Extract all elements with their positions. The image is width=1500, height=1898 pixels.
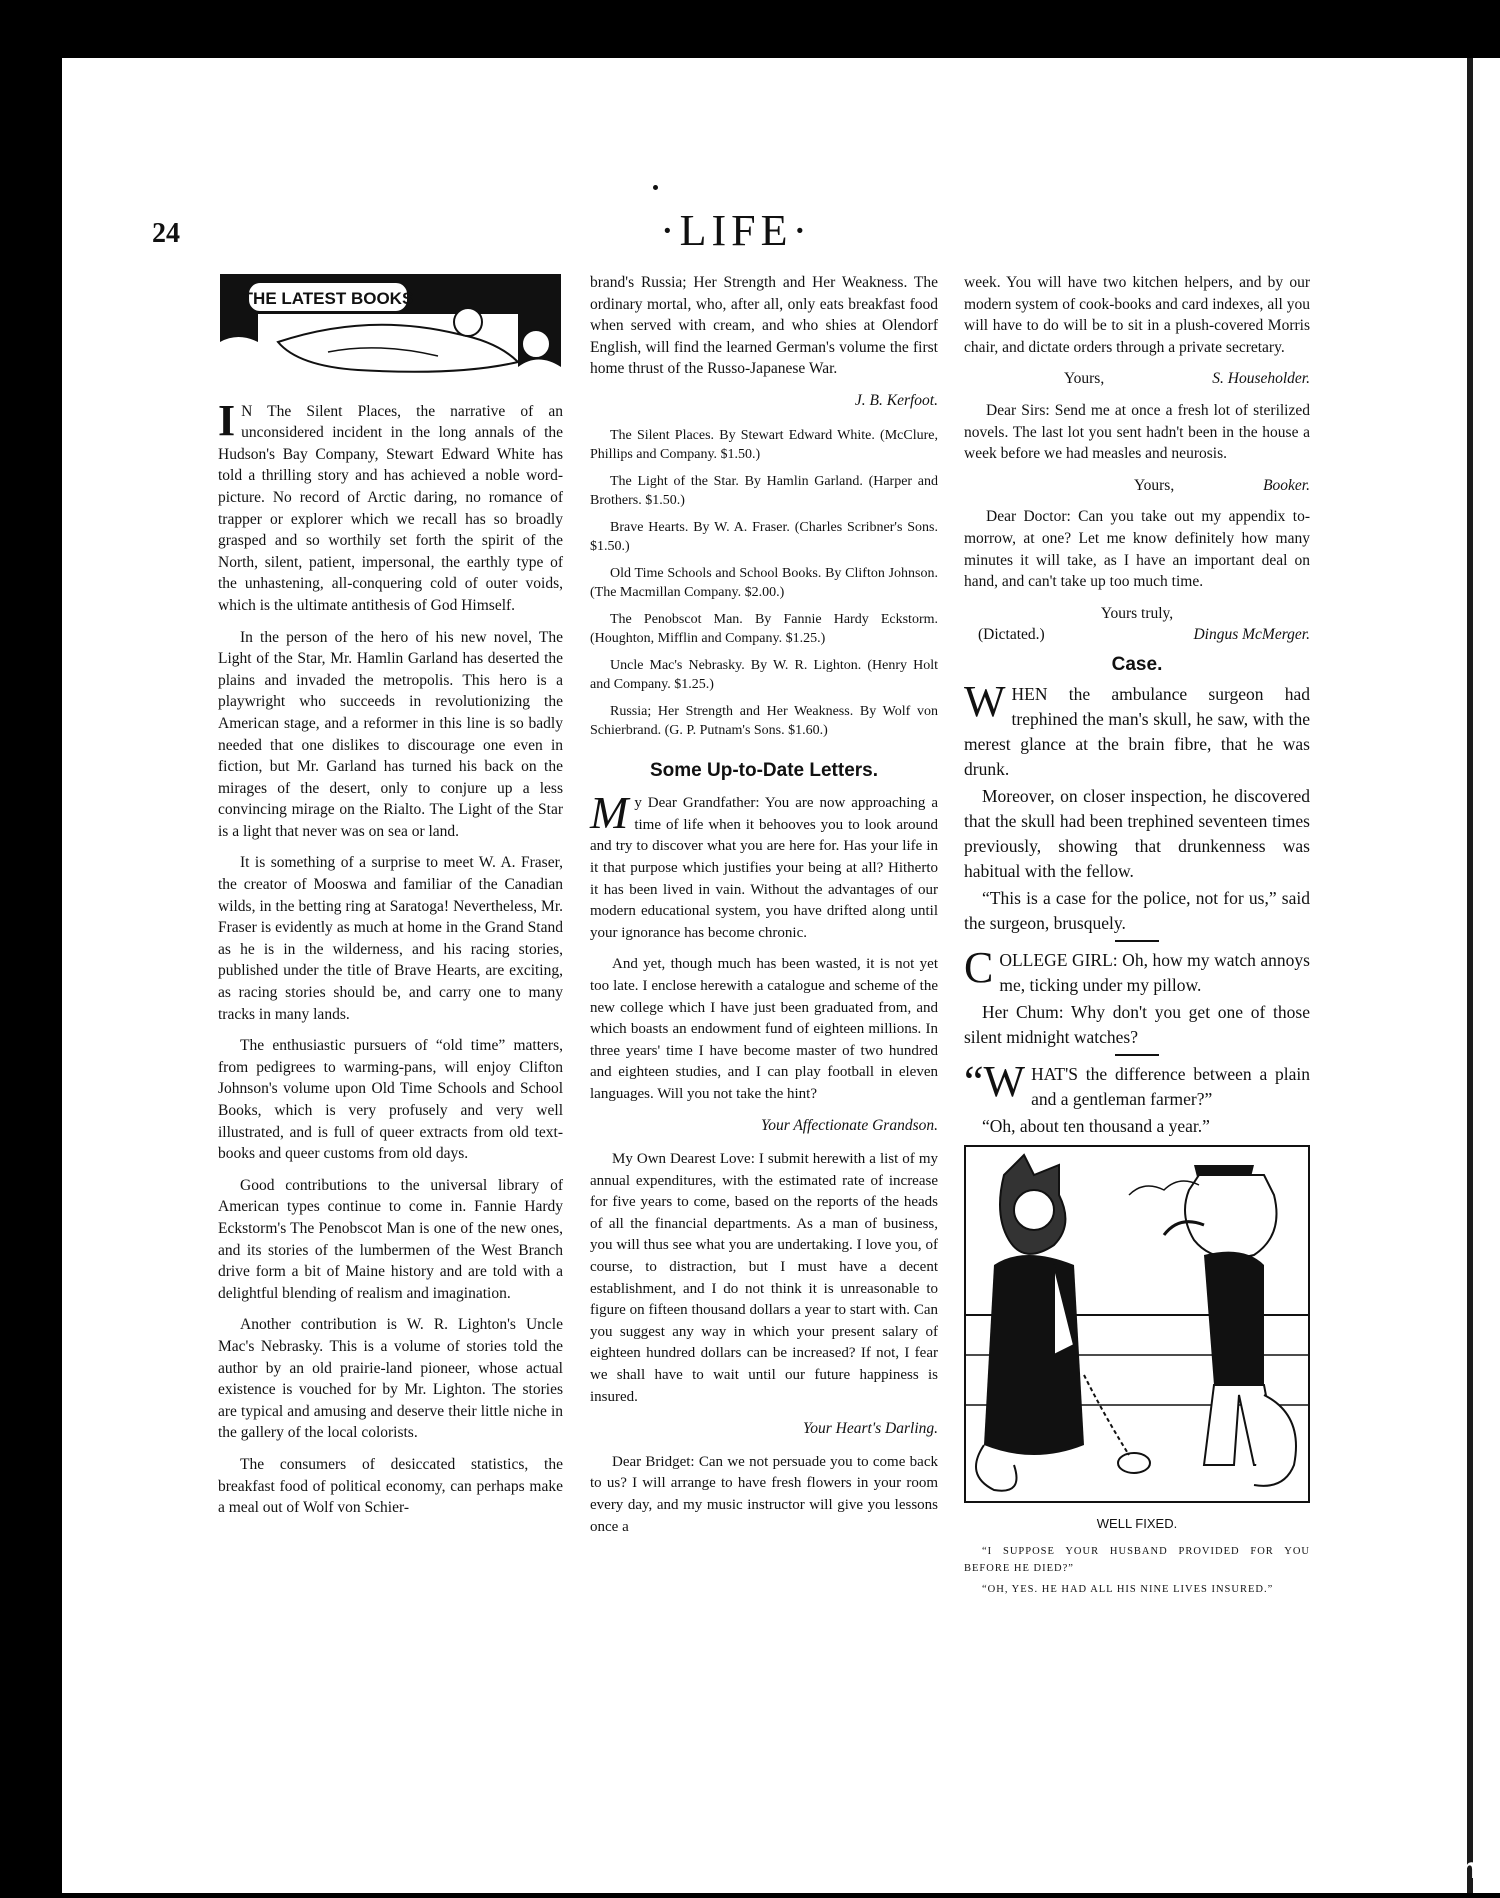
paragraph-text: Dear Bridget: Can we not persuade you to come back to us? I will arrange to have fresh flowers in your room every day, and my music instructor will give you lessons once a [590,1453,938,1535]
drop-cap: “W [964,1056,1026,1106]
letter-closing [964,368,1310,390]
letter-closing [964,475,1310,497]
paragraph-text: My Own Dearest Love: I submit herewith a list of my annual expenditures, with the estimated rate of increase for five years to come, based on the reports of the heads of all the financial departments. As a man of business, you will thus see what you are undertaking. I love you, of course, to distraction, but I must have a decent establishment, and I do not think it is unreasonable to figure on fifteen thousand dollars a year to start with. Can you suggest any way in which your present salary of eighteen hundred dollars can be increased? If not, I fear we shall have to wait until our future happiness is insured. [590,1151,938,1405]
review-russia-cont: brand's Russia; Her Strength and Her Weakness. The ordinary mortal, who, after all, only eats breakfast food when served with cream, and who shies at Olendorf English, will find the learned German's volume the first home thrust of the Russo-Japanese War. [590,274,938,378]
letter-signature: Booker. [1263,476,1310,494]
dictated-note: (Dictated.) [978,626,1045,644]
closing-word: Yours, [1134,476,1175,494]
letter-dearest-love [590,1149,938,1440]
book-entry: Brave Hearts. By W. A. Fraser. (Charles Scribner's Sons. $1.50.) [590,519,938,554]
next-page-edge [1473,58,1500,1893]
site-watermark: comicbooks.com [1232,1852,1478,1885]
review-old-time-schools: The enthusiastic pursuers of “old time” matters, from pedigrees to warming-pans, will enjoy Clifton Johnson's volume upon Old Time Schools and School Books, which is very profusely and very well illustrated, and is full of queer extracts from old text-books and queer customs from old days. [218,1037,563,1163]
letter-signature: Your Heart's Darling. [803,1420,938,1438]
book-entry: Old Time Schools and School Books. By Clifton Johnson. (The Macmillan Company. $2.00.) [590,565,938,600]
closing-word: Yours truly, [1100,604,1174,622]
paragraph-text: And yet, though much has been wasted, it is not yet too late. I enclose herewith a catalogue and scheme of the new college which I have just been graduated from, and which boasts an endowment fund of eighteen millions. In three years' time I have become master of two hundred and eighteen studies, and I can play football in eleven languages. Will you not take the hint? [590,956,938,1102]
review-russia-start: The consumers of desiccated statistics, the breakfast food of political economy, can perhaps make a meal out of Wolf von Schier- [218,1455,563,1517]
cartoon-dialogue [964,1543,1310,1598]
paragraph-text: HAT'S the difference between a plain and a gentleman farmer?” [1031,1063,1310,1109]
dialogue-line: “I SUPPOSE YOUR HUSBAND PROVIDED FOR YOU BEFORE HE DIED?” [964,1545,1310,1574]
letter-signature: Dingus McMerger. [1193,626,1310,644]
paragraph-text: y Dear Grandfather: You are now approaching a time of life when it behooves you to look around and try to discover what you are here for. Has your life in it that purpose which justifies your being at all? Hitherto it has been lived in vain. Without the advantages of our modern educational system, you have drifted along until your ignorance has become chronic. [590,795,938,941]
letter-signature: S. Householder. [1212,370,1310,388]
case-heading: Case. [1111,653,1163,675]
letter-bridget [590,1452,938,1538]
book-entry: The Silent Places. By Stewart Edward White. (McClure, Phillips and Company. $1.50.) [590,427,938,462]
review-light-of-star: In the person of the hero of his new novel, The Light of the Star, Mr. Hamlin Garland has deserted the plains and invaded the metropolis. This hero is a playwright who succeeds in revolutionizing the American stage, and a reformer in this line is so badly needed that one dislikes to discourage one even in fiction, but Mr. Garland has turned his back on the mirages of the desert, only to conjure up a less convincing mirage on the Rialto. The Light of the Star is a light that never was on sea or land. [218,628,563,840]
banner-text: THE LATEST BOOKS [242,289,414,308]
column-1 [218,272,563,1529]
dialogue-line: “OH, YES. HE HAD ALL HIS NINE LIVES INSURED.” [982,1583,1274,1595]
cats-cartoon [964,1145,1310,1503]
book-entry: The Light of the Star. By Hamlin Garland. (Harper and Brothers. $1.50.) [590,473,938,508]
letters-heading: Some Up-to-Date Letters. [649,759,879,781]
divider [1115,1054,1159,1056]
paragraph-text: Moreover, on closer inspection, he discovered that the skull had been trephined seventeen times previously, showing that drunkenness was habitual with the fellow. [964,785,1310,881]
paragraph-text: N The Silent Places, the narrative of an unconsidered incident in the long annals of the Hudson's Bay Company, Stewart Edward White has told a thrilling story and has achieved a noble word-picture. No record of Arctic daring, no romance of trapper or explorer which we recall has so broadly grasped and so worthily set forth the spirit of the North, silent, patient, impersonal, the earthly type of the unhastening, all-conquering cold of outer voids, which is the ultimate antithesis of God Himself. [218,402,563,614]
letter-dear-sirs: Dear Sirs: Send me at once a fresh lot of sterilized novels. The last lot you sent hadn't been in the house a week before we had measles and neurosis. [964,401,1310,463]
letter-bridget-cont: week. You will have two kitchen helpers, and by our modern system of cook-books and card indexes, all you will have to do will be to sit in a plush-covered Morris chair, and dictate orders through a private secretary. [964,274,1310,356]
drop-cap: M [590,787,629,839]
case-story [964,676,1310,1139]
latest-books-banner [218,272,563,380]
column-3 [964,272,1310,1602]
page-number: 24 [152,218,180,249]
paragraph-text: “This is a case for the police, not for us,” said the surgeon, brusquely. [964,887,1310,933]
reviewer-signature: J. B. Kerfoot. [854,391,938,409]
book-list [590,426,938,740]
letter-closing [964,624,1310,646]
closing-word: Yours, [1064,370,1105,388]
review-penobscot-man: Good contributions to the universal library of American types continue to come in. Fannie Hardy Eckstorm's The Penobscot Man is one of the new ones, and its stories of the lumbermen of the West Branch drive form a bit of Maine history and are told with a delightful blending of realism and imagination. [218,1176,563,1302]
cartoon-caption: WELL FIXED. [1096,1516,1178,1532]
paragraph-text: “Oh, about ten thousand a year.” [982,1115,1210,1136]
letter-grandfather [590,787,938,1137]
masthead-title: ·LIFE· [660,206,813,255]
review-uncle-mac: Another contribution is W. R. Lighton's Uncle Mac's Nebrasky. This is a volume of stories told the author by an old prairie-land pioneer, whose actual existence is vouched for by Mr. Lighton. The stories are typical and amusing and deserve their little niche in the gallery of the local colorists. [218,1316,563,1442]
column-2 [590,272,938,1548]
letter-dear-doctor: Dear Doctor: Can you take out my appendix to-morrow, at one? Let me know definitely how many minutes it will take, as I have an important deal on hand, and can't take up too much time. [964,508,1310,591]
book-entry: The Penobscot Man. By Fannie Hardy Eckstorm. (Houghton, Mifflin and Company. $1.25.) [590,611,938,646]
book-entry: Uncle Mac's Nebrasky. By W. R. Lighton. (Henry Holt and Company. $1.25.) [590,657,938,692]
letter-signature: Your Affectionate Grandson. [761,1117,938,1135]
book-entry: Russia; Her Strength and Her Weakness. By Wolf von Schierbrand. (G. P. Putnam's Sons. $1.60.) [590,703,938,738]
drop-cap: I [218,395,236,445]
paragraph-text: OLLEGE GIRL: Oh, how my watch annoys me, ticking under my pillow. [999,949,1310,995]
paragraph-text: Her Chum: Why don't you get one of those silent midnight watches? [964,1001,1310,1047]
review-brave-hearts: It is something of a surprise to meet W. A. Fraser, the creator of Mooswa and familiar of the Canadian wilds, in the betting ring at Saratoga! Nevertheless, Mr. Fraser is evidently as much at home in the Grand Stand as he is in the wilderness, and his racing stories, published under the title of Brave Hearts, are exciting, as racing stories should be, and carry one to many tracks in many lands. [218,854,563,1023]
review-silent-places [218,395,563,617]
drop-cap: C [964,942,994,992]
decorative-dot [653,185,658,190]
drop-cap: W [964,676,1006,726]
divider [1115,940,1159,942]
paragraph-text: HEN the ambulance surgeon had trephined the man's skull, he saw, with the merest glance at the brain fibre, that he was drunk. [964,683,1310,779]
